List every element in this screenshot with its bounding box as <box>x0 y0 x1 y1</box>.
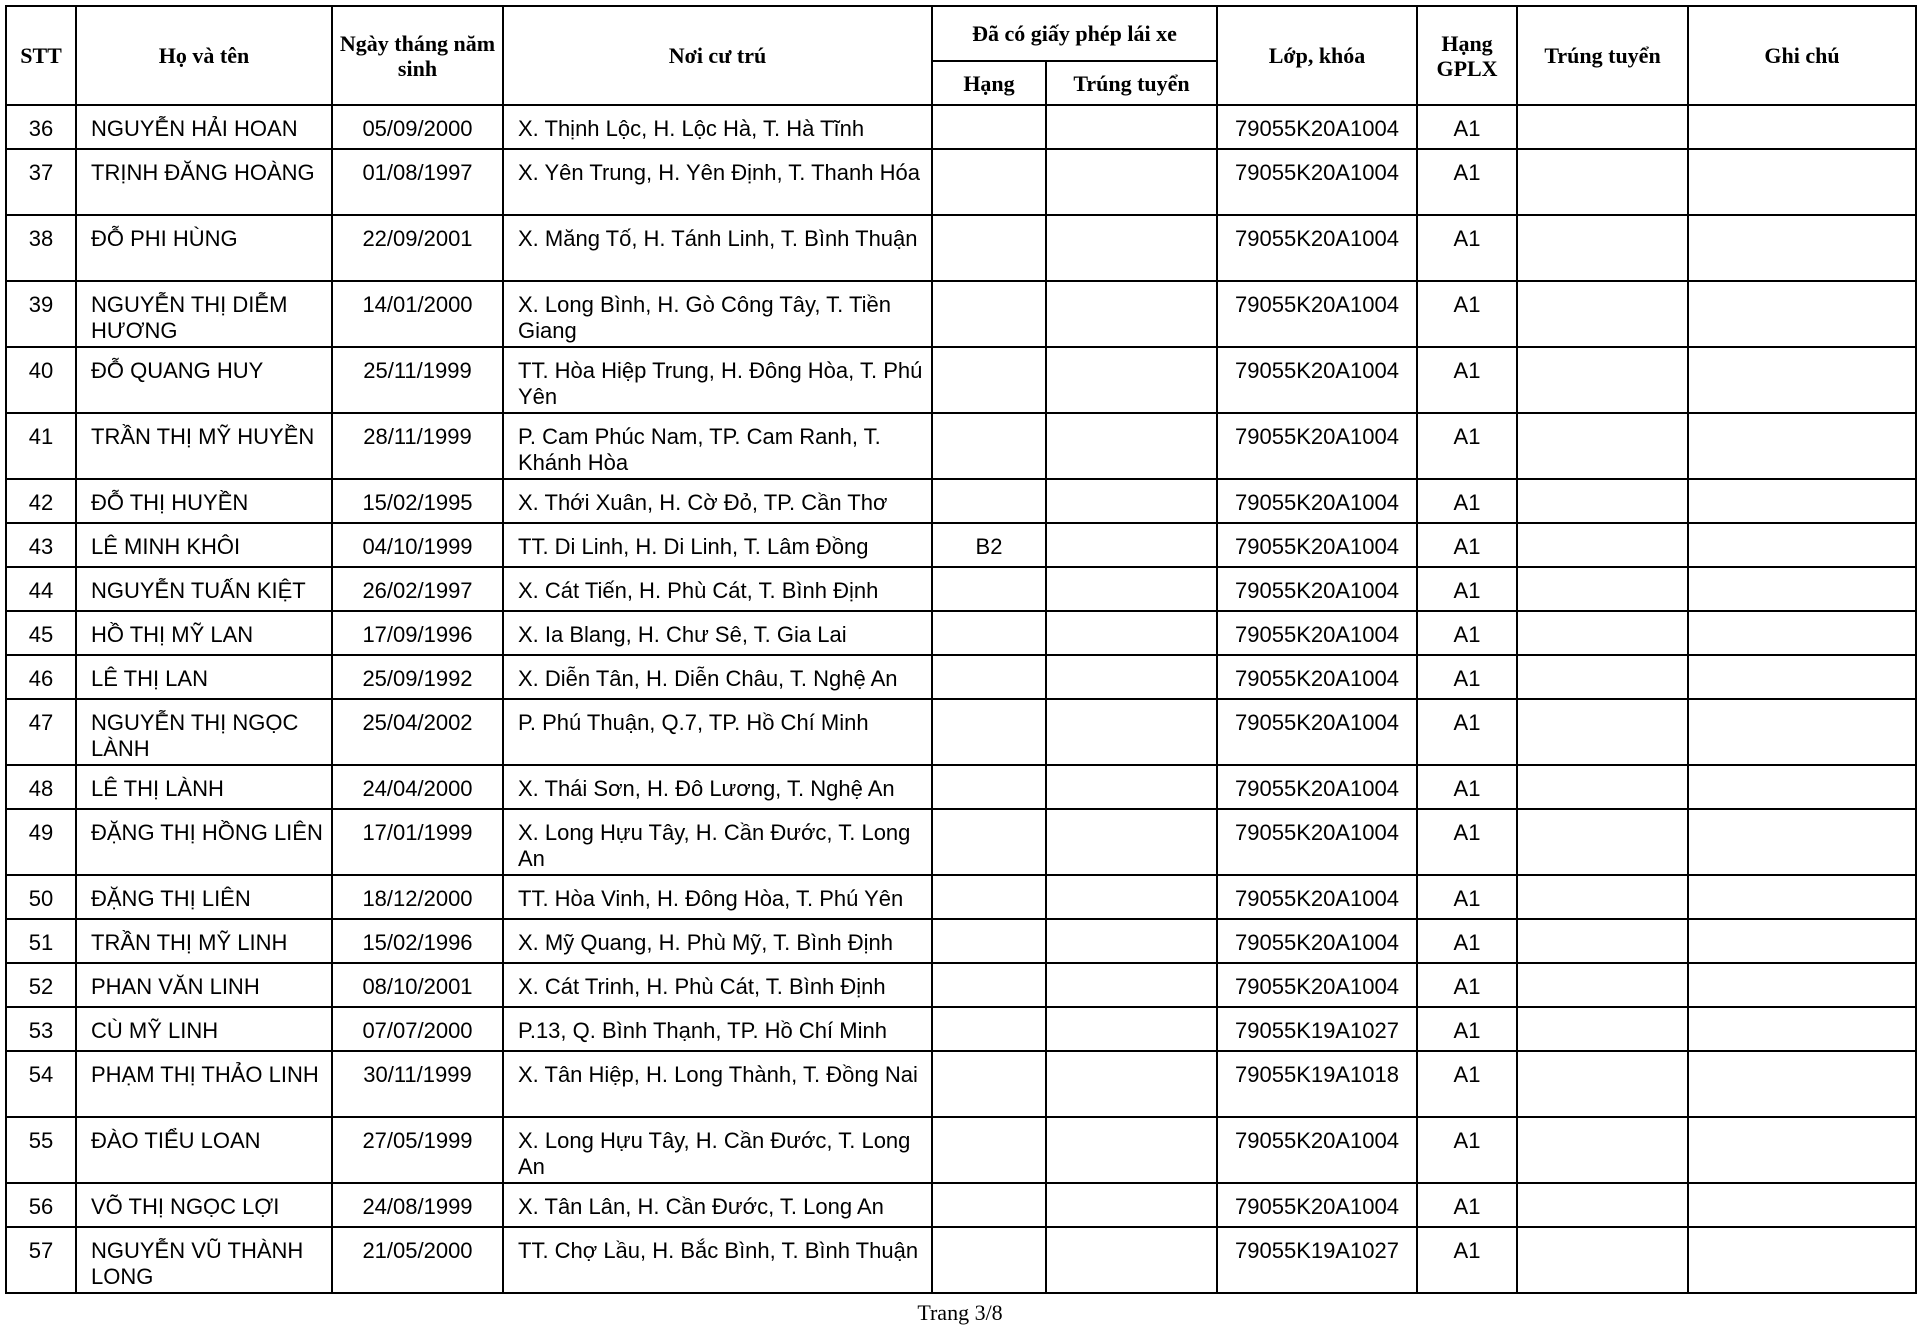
cell-gplx: A1 <box>1417 567 1517 611</box>
cell-class-course: 79055K20A1004 <box>1217 611 1417 655</box>
cell-address: TT. Chợ Lầu, H. Bắc Bình, T. Bình Thuận <box>503 1227 932 1293</box>
cell-note <box>1688 699 1916 765</box>
cell-address: X. Thái Sơn, H. Đô Lương, T. Nghệ An <box>503 765 932 809</box>
cell-dob: 14/01/2000 <box>332 281 503 347</box>
table-row <box>6 523 1916 567</box>
cell-stt: 53 <box>6 1007 76 1051</box>
cell-address: X. Diễn Tân, H. Diễn Châu, T. Nghệ An <box>503 655 932 699</box>
table-row <box>6 1051 1916 1117</box>
cell-license-class <box>932 655 1046 699</box>
cell-address: X. Mỹ Quang, H. Phù Mỹ, T. Bình Định <box>503 919 932 963</box>
cell-name: TRẦN THỊ MỸ HUYỀN <box>76 413 332 479</box>
cell-stt: 42 <box>6 479 76 523</box>
cell-license-passed <box>1046 765 1217 809</box>
cell-stt: 56 <box>6 1183 76 1227</box>
cell-name: CÙ MỸ LINH <box>76 1007 332 1051</box>
cell-license-passed <box>1046 655 1217 699</box>
cell-gplx: A1 <box>1417 149 1517 215</box>
cell-passed <box>1517 765 1688 809</box>
cell-address: TT. Di Linh, H. Di Linh, T. Lâm Đồng <box>503 523 932 567</box>
cell-license-class <box>932 875 1046 919</box>
cell-dob: 25/09/1992 <box>332 655 503 699</box>
cell-dob: 17/09/1996 <box>332 611 503 655</box>
cell-passed <box>1517 655 1688 699</box>
table-row <box>6 413 1916 479</box>
cell-note <box>1688 611 1916 655</box>
cell-dob: 01/08/1997 <box>332 149 503 215</box>
cell-class-course: 79055K19A1027 <box>1217 1007 1417 1051</box>
header-license-class: Hạng <box>932 61 1046 105</box>
cell-dob: 28/11/1999 <box>332 413 503 479</box>
cell-license-class <box>932 281 1046 347</box>
cell-passed <box>1517 699 1688 765</box>
cell-license-passed <box>1046 479 1217 523</box>
cell-license-passed <box>1046 281 1217 347</box>
cell-license-class <box>932 809 1046 875</box>
cell-passed <box>1517 1117 1688 1183</box>
table-row <box>6 1183 1916 1227</box>
cell-license-passed <box>1046 1117 1217 1183</box>
cell-dob: 08/10/2001 <box>332 963 503 1007</box>
cell-note <box>1688 149 1916 215</box>
header-note: Ghi chú <box>1688 6 1916 105</box>
cell-address: P. Phú Thuận, Q.7, TP. Hồ Chí Minh <box>503 699 932 765</box>
cell-license-class <box>932 215 1046 281</box>
cell-license-passed <box>1046 1007 1217 1051</box>
cell-passed <box>1517 215 1688 281</box>
cell-stt: 40 <box>6 347 76 413</box>
cell-note <box>1688 919 1916 963</box>
cell-address: X. Cát Trinh, H. Phù Cát, T. Bình Định <box>503 963 932 1007</box>
cell-name: ĐỖ PHI HÙNG <box>76 215 332 281</box>
cell-stt: 36 <box>6 105 76 149</box>
cell-stt: 38 <box>6 215 76 281</box>
cell-name: NGUYỄN THỊ DIỄM HƯƠNG <box>76 281 332 347</box>
cell-license-class <box>932 347 1046 413</box>
cell-passed <box>1517 1183 1688 1227</box>
cell-name: NGUYỄN VŨ THÀNH LONG <box>76 1227 332 1293</box>
cell-class-course: 79055K20A1004 <box>1217 1183 1417 1227</box>
cell-name: ĐỖ THỊ HUYỀN <box>76 479 332 523</box>
table-row <box>6 1007 1916 1051</box>
table-row <box>6 611 1916 655</box>
table-row <box>6 875 1916 919</box>
header-address: Nơi cư trú <box>503 6 932 105</box>
cell-license-class <box>932 611 1046 655</box>
table-row <box>6 655 1916 699</box>
cell-license-class <box>932 479 1046 523</box>
cell-stt: 47 <box>6 699 76 765</box>
cell-license-class <box>932 1227 1046 1293</box>
cell-note <box>1688 963 1916 1007</box>
table-header <box>6 6 1916 105</box>
cell-stt: 57 <box>6 1227 76 1293</box>
cell-address: X. Tân Lân, H. Cần Đước, T. Long An <box>503 1183 932 1227</box>
header-dob: Ngày tháng năm sinh <box>332 6 503 105</box>
table-row <box>6 479 1916 523</box>
cell-gplx: A1 <box>1417 611 1517 655</box>
cell-note <box>1688 567 1916 611</box>
cell-stt: 50 <box>6 875 76 919</box>
cell-stt: 49 <box>6 809 76 875</box>
cell-dob: 04/10/1999 <box>332 523 503 567</box>
cell-name: LÊ THỊ LÀNH <box>76 765 332 809</box>
cell-class-course: 79055K20A1004 <box>1217 919 1417 963</box>
cell-license-class <box>932 105 1046 149</box>
cell-class-course: 79055K20A1004 <box>1217 765 1417 809</box>
cell-dob: 22/09/2001 <box>332 215 503 281</box>
cell-note <box>1688 1117 1916 1183</box>
cell-address: X. Thới Xuân, H. Cờ Đỏ, TP. Cần Thơ <box>503 479 932 523</box>
table-row <box>6 1117 1916 1183</box>
cell-address: X. Yên Trung, H. Yên Định, T. Thanh Hóa <box>503 149 932 215</box>
cell-address: X. Măng Tố, H. Tánh Linh, T. Bình Thuận <box>503 215 932 281</box>
cell-name: LÊ MINH KHÔI <box>76 523 332 567</box>
cell-dob: 07/07/2000 <box>332 1007 503 1051</box>
cell-license-passed <box>1046 963 1217 1007</box>
cell-license-class <box>932 1051 1046 1117</box>
table-row <box>6 567 1916 611</box>
header-license-passed: Trúng tuyển <box>1046 61 1217 105</box>
cell-stt: 43 <box>6 523 76 567</box>
cell-license-class <box>932 567 1046 611</box>
cell-address: P. Cam Phúc Nam, TP. Cam Ranh, T. Khánh Hòa <box>503 413 932 479</box>
cell-note <box>1688 215 1916 281</box>
table-row <box>6 149 1916 215</box>
cell-address: X. Long Hựu Tây, H. Cần Đước, T. Long An <box>503 1117 932 1183</box>
cell-name: PHAN VĂN LINH <box>76 963 332 1007</box>
cell-license-passed <box>1046 523 1217 567</box>
header-name: Họ và tên <box>76 6 332 105</box>
cell-dob: 25/04/2002 <box>332 699 503 765</box>
cell-license-class <box>932 149 1046 215</box>
cell-passed <box>1517 611 1688 655</box>
cell-gplx: A1 <box>1417 699 1517 765</box>
cell-stt: 51 <box>6 919 76 963</box>
cell-address: X. Cát Tiến, H. Phù Cát, T. Bình Định <box>503 567 932 611</box>
cell-address: P.13, Q. Bình Thạnh, TP. Hồ Chí Minh <box>503 1007 932 1051</box>
cell-license-passed <box>1046 105 1217 149</box>
cell-note <box>1688 875 1916 919</box>
cell-license-class <box>932 963 1046 1007</box>
table-row <box>6 963 1916 1007</box>
candidate-table <box>5 5 1917 1294</box>
cell-gplx: A1 <box>1417 809 1517 875</box>
cell-license-class <box>932 699 1046 765</box>
cell-name: NGUYỄN HẢI HOAN <box>76 105 332 149</box>
table-row <box>6 809 1916 875</box>
cell-license-passed <box>1046 1051 1217 1117</box>
cell-class-course: 79055K20A1004 <box>1217 523 1417 567</box>
cell-stt: 54 <box>6 1051 76 1117</box>
table-row <box>6 105 1916 149</box>
cell-license-passed <box>1046 567 1217 611</box>
cell-class-course: 79055K20A1004 <box>1217 281 1417 347</box>
cell-passed <box>1517 479 1688 523</box>
header-passed: Trúng tuyển <box>1517 6 1688 105</box>
cell-passed <box>1517 1051 1688 1117</box>
cell-license-class <box>932 1117 1046 1183</box>
cell-note <box>1688 765 1916 809</box>
cell-note <box>1688 281 1916 347</box>
cell-gplx: A1 <box>1417 1227 1517 1293</box>
table-row <box>6 699 1916 765</box>
cell-stt: 37 <box>6 149 76 215</box>
cell-dob: 15/02/1996 <box>332 919 503 963</box>
cell-passed <box>1517 281 1688 347</box>
cell-gplx: A1 <box>1417 523 1517 567</box>
cell-license-passed <box>1046 875 1217 919</box>
cell-passed <box>1517 875 1688 919</box>
table-row <box>6 765 1916 809</box>
cell-note <box>1688 347 1916 413</box>
cell-dob: 05/09/2000 <box>332 105 503 149</box>
cell-address: TT. Hòa Vinh, H. Đông Hòa, T. Phú Yên <box>503 875 932 919</box>
cell-passed <box>1517 919 1688 963</box>
cell-name: LÊ THỊ LAN <box>76 655 332 699</box>
cell-name: ĐẶNG THỊ LIÊN <box>76 875 332 919</box>
cell-license-class <box>932 765 1046 809</box>
cell-dob: 15/02/1995 <box>332 479 503 523</box>
cell-passed <box>1517 1227 1688 1293</box>
cell-name: HỒ THỊ MỸ LAN <box>76 611 332 655</box>
cell-gplx: A1 <box>1417 347 1517 413</box>
cell-license-passed <box>1046 347 1217 413</box>
cell-license-class <box>932 919 1046 963</box>
cell-gplx: A1 <box>1417 281 1517 347</box>
cell-name: NGUYỄN THỊ NGỌC LÀNH <box>76 699 332 765</box>
cell-address: X. Long Bình, H. Gò Công Tây, T. Tiền Giang <box>503 281 932 347</box>
cell-class-course: 79055K20A1004 <box>1217 567 1417 611</box>
cell-class-course: 79055K20A1004 <box>1217 963 1417 1007</box>
cell-stt: 39 <box>6 281 76 347</box>
cell-name: VÕ THỊ NGỌC LỢI <box>76 1183 332 1227</box>
cell-class-course: 79055K20A1004 <box>1217 215 1417 281</box>
cell-dob: 18/12/2000 <box>332 875 503 919</box>
cell-passed <box>1517 1007 1688 1051</box>
cell-license-passed <box>1046 215 1217 281</box>
cell-license-class <box>932 413 1046 479</box>
cell-name: ĐẶNG THỊ HỒNG LIÊN <box>76 809 332 875</box>
cell-dob: 30/11/1999 <box>332 1051 503 1117</box>
cell-class-course: 79055K20A1004 <box>1217 875 1417 919</box>
cell-gplx: A1 <box>1417 655 1517 699</box>
cell-class-course: 79055K20A1004 <box>1217 105 1417 149</box>
cell-gplx: A1 <box>1417 105 1517 149</box>
cell-gplx: A1 <box>1417 215 1517 281</box>
cell-passed <box>1517 105 1688 149</box>
cell-note <box>1688 1051 1916 1117</box>
cell-note <box>1688 655 1916 699</box>
cell-dob: 24/04/2000 <box>332 765 503 809</box>
cell-passed <box>1517 963 1688 1007</box>
cell-license-class <box>932 1183 1046 1227</box>
table-row <box>6 281 1916 347</box>
cell-dob: 24/08/1999 <box>332 1183 503 1227</box>
cell-address: X. Tân Hiệp, H. Long Thành, T. Đồng Nai <box>503 1051 932 1117</box>
cell-passed <box>1517 523 1688 567</box>
cell-name: ĐỖ QUANG HUY <box>76 347 332 413</box>
table-row <box>6 919 1916 963</box>
cell-note <box>1688 1227 1916 1293</box>
cell-name: TRẦN THỊ MỸ LINH <box>76 919 332 963</box>
cell-gplx: A1 <box>1417 765 1517 809</box>
cell-class-course: 79055K20A1004 <box>1217 1117 1417 1183</box>
cell-class-course: 79055K20A1004 <box>1217 479 1417 523</box>
cell-dob: 17/01/1999 <box>332 809 503 875</box>
cell-dob: 27/05/1999 <box>332 1117 503 1183</box>
cell-license-passed <box>1046 413 1217 479</box>
cell-note <box>1688 413 1916 479</box>
cell-stt: 52 <box>6 963 76 1007</box>
cell-address: TT. Hòa Hiệp Trung, H. Đông Hòa, T. Phú Yên <box>503 347 932 413</box>
cell-passed <box>1517 347 1688 413</box>
cell-gplx: A1 <box>1417 1183 1517 1227</box>
cell-gplx: A1 <box>1417 413 1517 479</box>
cell-dob: 26/02/1997 <box>332 567 503 611</box>
header-stt: STT <box>6 6 76 105</box>
cell-note <box>1688 1183 1916 1227</box>
cell-gplx: A1 <box>1417 1117 1517 1183</box>
cell-class-course: 79055K20A1004 <box>1217 149 1417 215</box>
cell-class-course: 79055K19A1018 <box>1217 1051 1417 1117</box>
cell-stt: 46 <box>6 655 76 699</box>
cell-stt: 48 <box>6 765 76 809</box>
cell-class-course: 79055K20A1004 <box>1217 699 1417 765</box>
cell-stt: 44 <box>6 567 76 611</box>
cell-address: X. Ia Blang, H. Chư Sê, T. Gia Lai <box>503 611 932 655</box>
cell-license-passed <box>1046 699 1217 765</box>
table-body <box>6 105 1916 1293</box>
cell-note <box>1688 523 1916 567</box>
cell-stt: 55 <box>6 1117 76 1183</box>
cell-passed <box>1517 809 1688 875</box>
header-license-group: Đã có giấy phép lái xe <box>932 6 1217 61</box>
cell-license-passed <box>1046 919 1217 963</box>
cell-gplx: A1 <box>1417 875 1517 919</box>
cell-class-course: 79055K19A1027 <box>1217 1227 1417 1293</box>
cell-class-course: 79055K20A1004 <box>1217 413 1417 479</box>
cell-stt: 41 <box>6 413 76 479</box>
cell-name: ĐÀO TIỂU LOAN <box>76 1117 332 1183</box>
cell-license-passed <box>1046 149 1217 215</box>
cell-gplx: A1 <box>1417 479 1517 523</box>
cell-passed <box>1517 149 1688 215</box>
table-row <box>6 215 1916 281</box>
cell-note <box>1688 479 1916 523</box>
cell-license-class <box>932 1007 1046 1051</box>
cell-dob: 21/05/2000 <box>332 1227 503 1293</box>
header-gplx: Hạng GPLX <box>1417 6 1517 105</box>
cell-gplx: A1 <box>1417 919 1517 963</box>
cell-class-course: 79055K20A1004 <box>1217 347 1417 413</box>
cell-stt: 45 <box>6 611 76 655</box>
cell-note <box>1688 809 1916 875</box>
document-sheet <box>5 5 1915 1294</box>
cell-license-passed <box>1046 809 1217 875</box>
cell-note <box>1688 1007 1916 1051</box>
cell-passed <box>1517 413 1688 479</box>
table-row <box>6 347 1916 413</box>
cell-note <box>1688 105 1916 149</box>
cell-name: NGUYỄN TUẤN KIỆT <box>76 567 332 611</box>
cell-gplx: A1 <box>1417 963 1517 1007</box>
header-class-course: Lớp, khóa <box>1217 6 1417 105</box>
cell-name: PHẠM THỊ THẢO LINH <box>76 1051 332 1117</box>
cell-gplx: A1 <box>1417 1051 1517 1117</box>
cell-address: X. Thịnh Lộc, H. Lộc Hà, T. Hà Tĩnh <box>503 105 932 149</box>
cell-passed <box>1517 567 1688 611</box>
cell-license-passed <box>1046 1183 1217 1227</box>
cell-name: TRỊNH ĐĂNG HOÀNG <box>76 149 332 215</box>
cell-class-course: 79055K20A1004 <box>1217 809 1417 875</box>
table-row <box>6 1227 1916 1293</box>
cell-class-course: 79055K20A1004 <box>1217 655 1417 699</box>
cell-license-passed <box>1046 611 1217 655</box>
cell-dob: 25/11/1999 <box>332 347 503 413</box>
page-number: Trang 3/8 <box>917 1300 1003 1325</box>
cell-gplx: A1 <box>1417 1007 1517 1051</box>
cell-license-class: B2 <box>932 523 1046 567</box>
cell-license-passed <box>1046 1227 1217 1293</box>
cell-address: X. Long Hựu Tây, H. Cần Đước, T. Long An <box>503 809 932 875</box>
